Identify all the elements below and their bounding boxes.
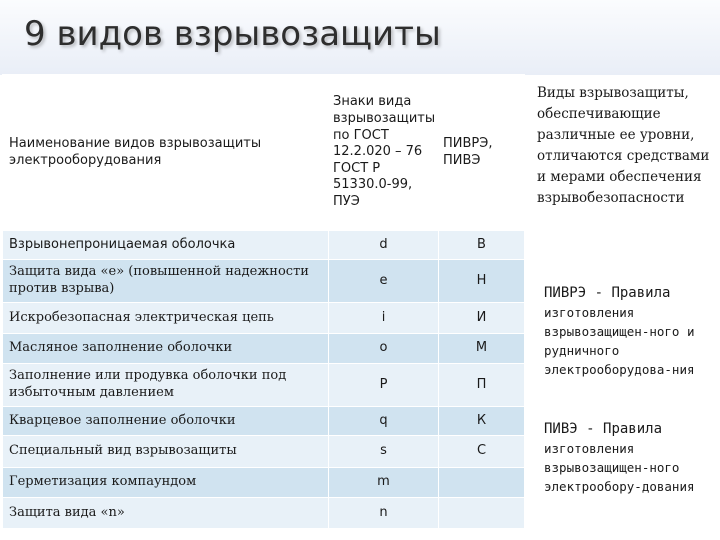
- slide-title: 9 видов взрывозащиты: [24, 14, 441, 54]
- table-row: [3, 231, 525, 260]
- table-row: [3, 498, 525, 529]
- row-gost-cell: m: [329, 468, 439, 498]
- table-row: [3, 260, 525, 303]
- note-pive-dash: -: [577, 421, 604, 437]
- row-pivre-cell: В: [439, 231, 525, 260]
- table-header-row: [3, 75, 525, 231]
- header-name-cell: Наименование видов взрывозащиты электрооборудования: [3, 75, 329, 231]
- table-row: [3, 436, 525, 468]
- note-pive-heading: [544, 420, 720, 439]
- row-gost-cell: d: [329, 231, 439, 260]
- row-pivre-cell: Н: [439, 260, 525, 303]
- table-row: [3, 364, 525, 407]
- explosion-protection-table: [2, 74, 525, 529]
- row-name-cell: Герметизация компаундом: [3, 468, 329, 498]
- row-gost-cell: q: [329, 407, 439, 436]
- row-pivre-cell: И: [439, 303, 525, 334]
- note-pivre-lead: Правила: [611, 285, 671, 301]
- table-row: [3, 468, 525, 498]
- note-pivre: [544, 284, 720, 379]
- row-name-cell: Взрывонепроницаемая оболочка: [3, 231, 329, 260]
- table-row: [3, 334, 525, 364]
- row-pivre-cell: [439, 468, 525, 498]
- note-pivre-heading: [544, 284, 720, 303]
- row-gost-cell: i: [329, 303, 439, 334]
- row-pivre-cell: С: [439, 436, 525, 468]
- side-description: Виды взрывозащиты, обеспечивающие различные ее уровни, отличаются средствами и мерами обеспечения взрывобезопасности: [537, 85, 710, 206]
- note-pivre-abbr: ПИВРЭ: [544, 285, 587, 301]
- note-pivre-text: изготовления взрывозащищен-ного и рудничного электрооборудова-ния: [544, 305, 695, 377]
- row-name-cell: Масляное заполнение оболочки: [3, 334, 329, 364]
- note-pive-abbr: ПИВЭ: [544, 421, 578, 437]
- row-name-cell: Искробезопасная электрическая цепь: [3, 303, 329, 334]
- row-name-cell: Защита вида «е» (повышенной надежности против взрыва): [3, 260, 329, 303]
- note-pive: [544, 420, 720, 496]
- row-pivre-cell: М: [439, 334, 525, 364]
- row-gost-cell: n: [329, 498, 439, 529]
- row-gost-cell: s: [329, 436, 439, 468]
- note-pive-lead: Правила: [603, 421, 663, 437]
- row-name-cell: Заполнение или продувка оболочки под избыточным давлением: [3, 364, 329, 407]
- row-name-cell: Кварцевое заполнение оболочки: [3, 407, 329, 436]
- row-pivre-cell: П: [439, 364, 525, 407]
- table-row: [3, 407, 525, 436]
- table-row: [3, 303, 525, 334]
- row-gost-cell: o: [329, 334, 439, 364]
- note-pivre-dash: -: [586, 285, 612, 301]
- header-pivre-cell: ПИВРЭ, ПИВЭ: [439, 75, 525, 231]
- note-pive-text: изготовления взрывозащищен-ного электрообору-дования: [544, 441, 695, 494]
- row-name-cell: Защита вида «n»: [3, 498, 329, 529]
- row-pivre-cell: [439, 498, 525, 529]
- row-gost-cell: e: [329, 260, 439, 303]
- row-gost-cell: P: [329, 364, 439, 407]
- row-pivre-cell: К: [439, 407, 525, 436]
- header-gost-cell: Знаки вида взрывозащиты по ГОСТ 12.2.020 – 76 ГОСТ Р 51330.0-99, ПУЭ: [329, 75, 439, 231]
- row-name-cell: Специальный вид взрывозащиты: [3, 436, 329, 468]
